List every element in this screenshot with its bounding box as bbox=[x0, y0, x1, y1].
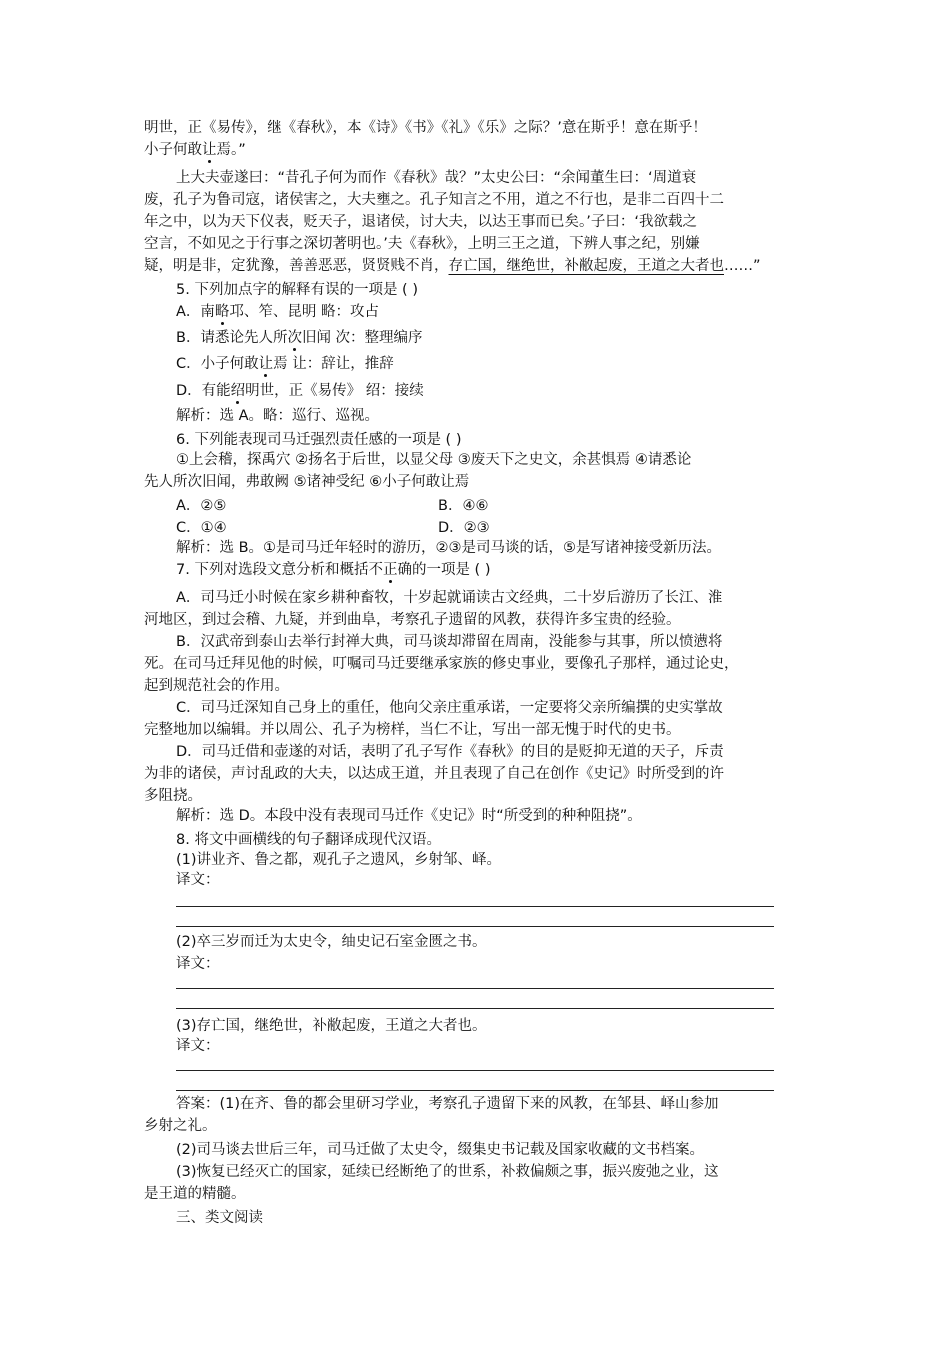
dotted-char: 正 bbox=[382, 562, 398, 578]
dotted-char: 略 bbox=[214, 304, 230, 320]
answer-line[interactable] bbox=[176, 1090, 774, 1091]
question-7-option-b: B．汉武帝到泰山去举行封禅大典，司马谈却滞留在周南，没能参与其事，所以愤懑将 bbox=[176, 634, 723, 650]
passage-line: 明世，正《易传》，继《春秋》，本《诗》《书》《礼》《乐》之际？’意在斯乎！意在斯乎！ bbox=[144, 120, 707, 136]
passage-line: 废，孔子为鲁司寇，诸侯害之，大夫壅之。孔子知言之不用，道之不行也，是非二百四十二 bbox=[144, 192, 724, 208]
underlined-sentence: 存亡国，继绝世，补敝起废，王道之大者也 bbox=[448, 258, 724, 274]
question-6-option-c: C．①④ bbox=[176, 520, 227, 536]
answer-text: (3)恢复已经灭亡的国家，延续已经断绝了的世系，补救偏颇之事，振兴废弛之业，这 bbox=[176, 1164, 719, 1180]
dotted-char: 绍 bbox=[230, 383, 246, 399]
question-5-stem: 5. 下列加点字的解释有误的一项是 ( ) bbox=[176, 282, 418, 298]
question-7-option-d: 多阻挠。 bbox=[144, 788, 202, 804]
question-8-sentence-2: (2)卒三岁而迁为太史令，䌷史记石室金匮之书。 bbox=[176, 934, 487, 950]
passage-line: 小子何敢让焉。” bbox=[144, 142, 246, 158]
question-7-analysis: 解析：选 D。本段中没有表现司马迁作《史记》时“所受到的种种阻挠”。 bbox=[176, 808, 642, 824]
answer-line[interactable] bbox=[176, 906, 774, 907]
answer-text: 乡射之礼。 bbox=[144, 1118, 217, 1134]
question-5-option-d: D．有能绍明世，正《易传》 绍：接续 bbox=[176, 383, 424, 399]
answer-text: (2)司马谈去世后三年，司马迁做了太史令，缀集史书记载及国家收藏的文书档案。 bbox=[176, 1142, 705, 1158]
passage-line: 年之中，以为天下仪表，贬天子，退诸侯，讨大夫，以达王事而已矣。’子曰：‘我欲载之 bbox=[144, 214, 697, 230]
question-7-option-a: 河地区，到过会稽、九疑，并到曲阜，考察孔子遗留的风教，获得许多宝贵的经验。 bbox=[144, 612, 681, 628]
answer-line[interactable] bbox=[176, 988, 774, 989]
question-7-option-b: 起到规范社会的作用。 bbox=[144, 678, 289, 694]
answer-line[interactable] bbox=[176, 1008, 774, 1009]
passage-line: 空言，不如见之于行事之深切著明也。’夫《春秋》，上明三王之道，下辨人事之纪，别嫌 bbox=[144, 236, 700, 252]
question-6-option-b: B．④⑥ bbox=[438, 498, 489, 514]
dotted-char: 让 bbox=[202, 142, 217, 158]
dotted-char: 让 bbox=[258, 356, 274, 372]
passage-line: 上大夫壶遂曰：“昔孔子何为而作《春秋》哉？”太史公曰：“余闻董生曰：‘周道衰 bbox=[176, 170, 697, 186]
question-7-option-d: 为非的诸侯，声讨乱政的大夫，以达成王道，并且表现了自己在创作《史记》时所受到的许 bbox=[144, 766, 724, 782]
question-6-analysis: 解析：选 B。①是司马迁年轻时的游历，②③是司马谈的话，⑤是写诸神接受新历法。 bbox=[176, 540, 722, 556]
dotted-char: 次 bbox=[287, 330, 302, 346]
question-6-option-d: D．②③ bbox=[438, 520, 490, 536]
question-5-analysis: 解析：选 A。略：巡行、巡视。 bbox=[176, 408, 380, 424]
question-7-option-a: A．司马迁小时候在家乡耕种畜牧，十岁起就诵读古文经典，二十岁后游历了长江、淮 bbox=[176, 590, 723, 606]
answer-text: 答案：(1)在齐、鲁的都会里研习学业，考察孔子遗留下来的风教，在邹县、峄山参加 bbox=[176, 1096, 719, 1112]
question-5-option-a: A．南略邛、笮、昆明 略：攻占 bbox=[176, 304, 380, 320]
answer-line[interactable] bbox=[176, 926, 774, 927]
answer-line[interactable] bbox=[176, 1070, 774, 1071]
question-7-option-d: D．司马迁借和壶遂的对话，表明了孔子写作《春秋》的目的是贬抑无道的天子，斥责 bbox=[176, 744, 724, 760]
question-7-option-b: 死。在司马迁拜见他的时候，叮嘱司马迁要继承家族的修史事业，要像孔子那样，通过论史， bbox=[144, 656, 739, 672]
translation-label: 译文： bbox=[176, 872, 220, 888]
translation-label: 译文： bbox=[176, 956, 220, 972]
question-7-stem: 7. 下列对选段文意分析和概括不正确的一项是 ( ) bbox=[176, 562, 491, 578]
question-8-sentence-1: (1)讲业齐、鲁之都，观孔子之遗风，乡射邹、峄。 bbox=[176, 852, 502, 868]
question-6-items: 先人所次旧闻，弗敢阙 ⑤诸神受纪 ⑥小子何敢让焉 bbox=[144, 474, 470, 490]
translation-label: 译文： bbox=[176, 1038, 220, 1054]
question-6-option-a: A．②⑤ bbox=[176, 498, 227, 514]
answer-text: 是王道的精髓。 bbox=[144, 1186, 246, 1202]
question-5-option-c: C．小子何敢让焉 让：辞让，推辞 bbox=[176, 356, 394, 372]
question-6-stem: 6. 下列能表现司马迁强烈责任感的一项是 ( ) bbox=[176, 432, 462, 448]
question-8-sentence-3: (3)存亡国，继绝世，补敝起废，王道之大者也。 bbox=[176, 1018, 487, 1034]
passage-line: 疑，明是非，定犹豫，善善恶恶，贤贤贱不肖，存亡国，继绝世，补敝起废，王道之大者也……” bbox=[144, 258, 761, 274]
section-heading: 三、类文阅读 bbox=[176, 1210, 263, 1226]
question-7-option-c: C．司马迁深知自己身上的重任，他向父亲庄重承诺，一定要将父亲所编撰的史实掌故 bbox=[176, 700, 723, 716]
question-5-option-b: B．请悉论先人所次旧闻 次：整理编序 bbox=[176, 330, 423, 346]
question-8-stem: 8. 将文中画横线的句子翻译成现代汉语。 bbox=[176, 832, 441, 848]
question-6-items: ①上会稽，探禹穴 ②扬名于后世，以显父母 ③废天下之史文，余甚惧焉 ④请悉论 bbox=[176, 452, 692, 468]
question-7-option-c: 完整地加以编辑。并以周公、孔子为榜样，当仁不让，写出一部无愧于时代的史书。 bbox=[144, 722, 681, 738]
